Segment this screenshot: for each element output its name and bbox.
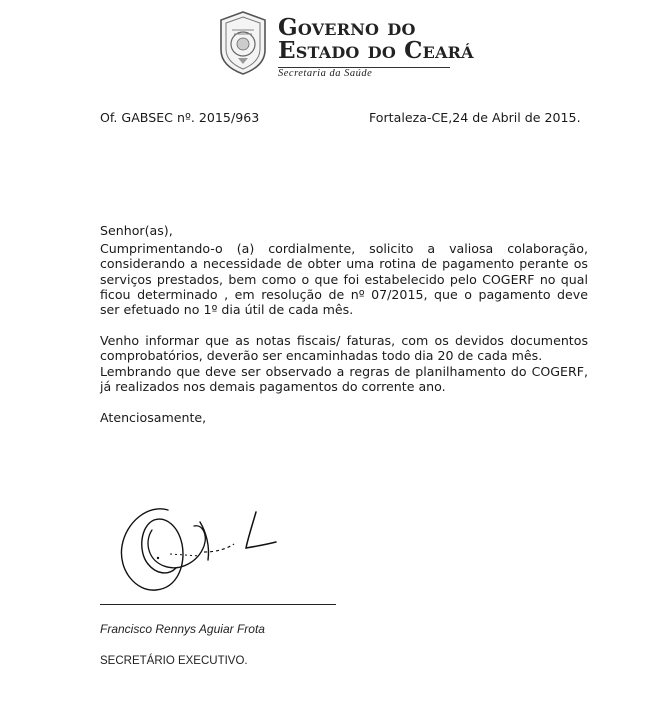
paragraph-line: já realizados nos demais pagamentos do corrente ano.	[100, 378, 446, 394]
office-reference: Of. GABSEC nº. 2015/963	[100, 110, 260, 125]
closing: Atenciosamente,	[100, 410, 207, 425]
signatory-name: Francisco Rennys Aguiar Frota	[100, 622, 265, 636]
paragraph-line: ser efetuado no 1º dia útil de cada mês.	[100, 302, 354, 318]
paragraph-line: considerando a necessidade de obter uma rotina de pagamento perante os	[100, 256, 588, 272]
body-paragraph-1	[100, 241, 588, 317]
government-name-line2: Estado do Ceará	[278, 37, 474, 64]
handwritten-signature	[108, 502, 278, 600]
department-name: Secretaria da Saúde	[278, 68, 373, 79]
salutation: Senhor(as),	[100, 223, 173, 238]
body-paragraph-2	[100, 333, 588, 394]
signature-line	[100, 604, 336, 605]
paragraph-line: ficou determinado , em resolução de nº 07/2015, que o pagamento deve	[100, 286, 588, 302]
signatory-title: SECRETÁRIO EXECUTIVO.	[100, 655, 248, 667]
paragraph-line: comprobatórios, deverão ser encaminhadas todo dia 20 de cada mês.	[100, 348, 543, 364]
paragraph-line: serviços prestados, bem como o que foi estabelecido pelo COGERF no qual	[100, 271, 588, 287]
ceara-coat-of-arms-icon	[218, 10, 268, 76]
paragraph-line: Cumprimentando-o (a) cordialmente, solicito a valiosa colaboração,	[100, 241, 588, 256]
paragraph-line: Venho informar que as notas fiscais/ faturas, com os devidos documentos	[100, 333, 588, 348]
letter-date: Fortaleza-CE,24 de Abril de 2015.	[369, 110, 581, 125]
government-name-line1: Governo do	[278, 14, 416, 41]
paragraph-line: Lembrando que deve ser observado a regras de planilhamento do COGERF,	[100, 363, 588, 379]
